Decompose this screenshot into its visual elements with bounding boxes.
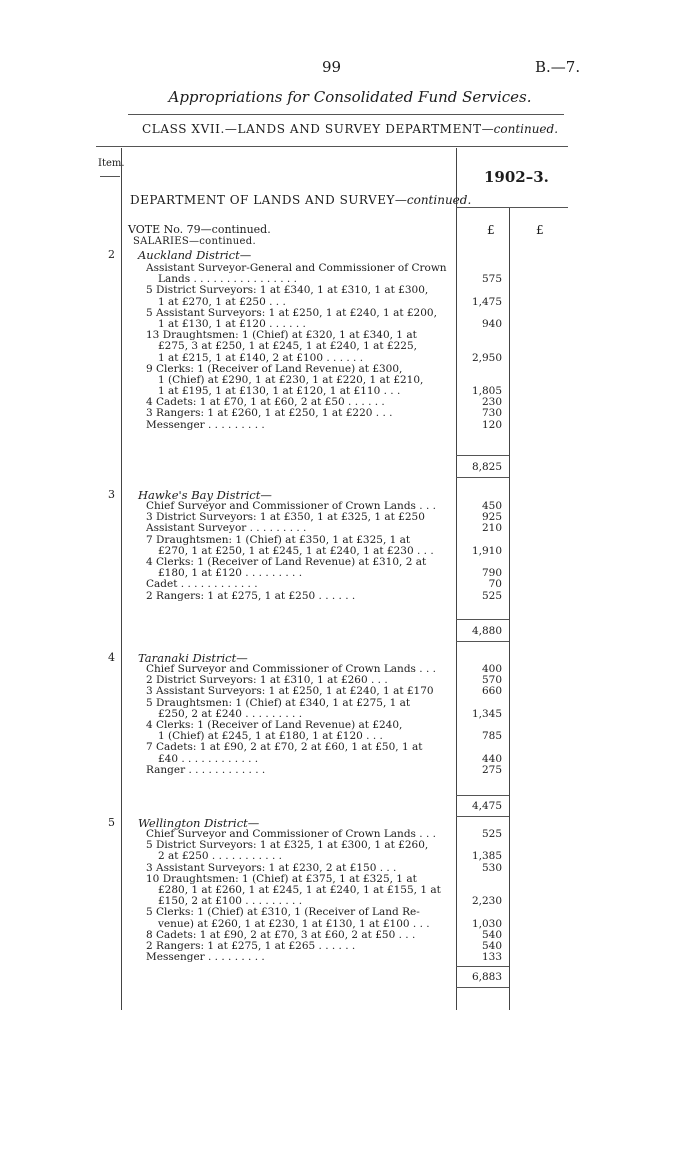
- salary-line: 1 (Chief) at £245, 1 at £180, 1 at £120 . . .: [158, 731, 383, 743]
- subtotal-rule: [456, 455, 509, 456]
- salary-line: 1 at £130, 1 at £120 . . . . . .: [158, 318, 306, 330]
- amount: 1,345: [471, 707, 502, 720]
- amount: [460, 364, 502, 375]
- amount: 1,385: [471, 850, 502, 863]
- salary-line: 3 Rangers: 1 at £260, 1 at £250, 1 at £220 . . .: [146, 408, 393, 420]
- salary-line: Ranger . . . . . . . . . . . .: [146, 764, 266, 776]
- salary-line: Assistant Surveyor . . . . . . . . .: [146, 523, 307, 535]
- amount: [460, 907, 502, 918]
- department-heading: [130, 193, 471, 207]
- salary-line: 3 District Surveyors: 1 at £350, 1 at £325, 1 at £250: [146, 512, 425, 524]
- district-total: 4,475: [471, 800, 502, 812]
- item-number: 4: [108, 651, 115, 664]
- amount: 790: [481, 567, 502, 580]
- amount: 1,030: [471, 917, 502, 930]
- district-line-list: [146, 829, 452, 963]
- page-title: Appropriations for Consolidated Fund Services.: [168, 88, 532, 106]
- salary-line: Chief Surveyor and Commissioner of Crown Lands . . .: [146, 501, 436, 512]
- item-number: 3: [108, 488, 115, 501]
- salary-line: £250, 2 at £240 . . . . . . . . .: [158, 708, 303, 720]
- amount: [460, 874, 502, 885]
- year-header-rule: [456, 207, 568, 208]
- district-heading: Hawke's Bay District—: [138, 488, 272, 502]
- salary-line: 1 at £215, 1 at £140, 2 at £100 . . . . . .: [158, 352, 364, 364]
- department-heading-suffix: —continued.: [394, 193, 472, 207]
- amount: 570: [481, 674, 502, 687]
- amount: 940: [481, 317, 502, 330]
- salary-line: 3 Assistant Surveyors: 1 at £230, 2 at £150 . . .: [146, 862, 397, 874]
- item-header-rule: [100, 176, 120, 177]
- salary-line: 1 at £195, 1 at £130, 1 at £120, 1 at £110 . . .: [158, 386, 401, 398]
- salary-line: Messenger . . . . . . . . .: [146, 419, 265, 431]
- salary-line: 10 Draughtsmen: 1 (Chief) at £375, 1 at £325, 1 at: [146, 873, 417, 885]
- district-line-list: [146, 263, 452, 431]
- salary-line: 7 Draughtsmen: 1 (Chief) at £350, 1 at £325, 1 at: [146, 534, 411, 546]
- district-line-list: [146, 501, 452, 602]
- amount: 730: [481, 407, 502, 420]
- salary-line: 4 Clerks: 1 (Receiver of Land Revenue) at £310, 2 at: [146, 556, 427, 568]
- amount: 1,910: [471, 544, 502, 557]
- year-header: 1902–3.: [484, 168, 549, 186]
- class-heading: [0, 122, 700, 136]
- subtotal-rule: [456, 966, 509, 967]
- salary-line: 1 at £270, 1 at £250 . . .: [158, 296, 286, 308]
- title-rule: [128, 114, 564, 115]
- salary-line: 7 Cadets: 1 at £90, 2 at £70, 2 at £60, 1 at £50, 1 at: [146, 742, 423, 754]
- total-rule: [456, 477, 509, 478]
- amount: 450: [481, 500, 502, 512]
- total-rule: [456, 987, 509, 988]
- amount: [460, 285, 502, 296]
- amount: 210: [481, 522, 502, 535]
- salary-line: 4 Cadets: 1 at £70, 1 at £60, 2 at £50 . . . . . .: [146, 397, 385, 409]
- district-total: 4,880: [471, 625, 502, 637]
- salary-line: £275, 3 at £250, 1 at £245, 1 at £240, 1 at £225,: [158, 341, 417, 353]
- amount-column-mid-rule: [509, 208, 510, 1010]
- item-column-header: Item.: [98, 158, 125, 169]
- total-rule: [456, 816, 509, 817]
- salary-line: £180, 1 at £120 . . . . . . . . .: [158, 568, 303, 580]
- amount: 133: [481, 951, 502, 964]
- vote-heading: VOTE No. 79—continued.: [128, 223, 271, 236]
- class-heading-suffix: —continued.: [481, 122, 559, 136]
- amount: 925: [481, 511, 502, 524]
- district-heading: Taranaki District—: [138, 651, 248, 665]
- currency-symbol-col1: £: [487, 223, 495, 237]
- salary-line: 5 Assistant Surveyors: 1 at £250, 1 at £240, 1 at £200,: [146, 307, 437, 319]
- item-number: 5: [108, 816, 115, 829]
- amount: 530: [481, 861, 502, 874]
- district-heading: Auckland District—: [138, 248, 252, 262]
- amount: 575: [481, 273, 502, 286]
- salaries-heading: SALARIES—continued.: [133, 236, 256, 247]
- district-amount-list: [460, 829, 502, 963]
- amount: 525: [481, 589, 502, 602]
- item-column-rule: [121, 148, 122, 1010]
- salary-line: £270, 1 at £250, 1 at £245, 1 at £240, 1 at £230 . . .: [158, 545, 434, 557]
- salary-line: 2 at £250 . . . . . . . . . . .: [158, 851, 282, 863]
- salary-line: £280, 1 at £260, 1 at £245, 1 at £240, 1 at £155, 1 at: [158, 884, 441, 896]
- salary-line: 2 Rangers: 1 at £275, 1 at £250 . . . . . .: [146, 590, 356, 602]
- salary-line: 3 Assistant Surveyors: 1 at £250, 1 at £240, 1 at £170: [146, 686, 434, 698]
- amount: 230: [481, 396, 502, 409]
- salary-line: Messenger . . . . . . . . .: [146, 952, 265, 964]
- salary-line: 5 Draughtsmen: 1 (Chief) at £340, 1 at £275, 1 at: [146, 697, 411, 709]
- amount: 2,230: [471, 895, 502, 908]
- amount: 525: [481, 828, 502, 840]
- salary-line: Lands . . . . . . . . . . . . . . . .: [158, 274, 297, 286]
- class-heading-text: CLASS XVII.—LANDS AND SURVEY DEPARTMENT: [141, 122, 482, 136]
- district-amount-list: [460, 664, 502, 776]
- district-amount-list: [460, 501, 502, 602]
- currency-symbol-col2: £: [536, 223, 544, 237]
- amount: 120: [481, 418, 502, 431]
- salary-line: 8 Cadets: 1 at £90, 2 at £70, 3 at £60, 2 at £50 . . .: [146, 929, 416, 941]
- table-top-rule: [96, 146, 568, 147]
- department-heading-text: DEPARTMENT OF LANDS AND SURVEY: [130, 193, 395, 207]
- salary-line: 5 District Surveyors: 1 at £325, 1 at £300, 1 at £260,: [146, 840, 429, 852]
- amount: [460, 330, 502, 341]
- subtotal-rule: [456, 795, 509, 796]
- total-rule: [456, 641, 509, 642]
- salary-line: £40 . . . . . . . . . . . .: [158, 753, 259, 765]
- salary-line: Chief Surveyor and Commissioner of Crown Lands . . .: [146, 664, 436, 675]
- item-number: 2: [108, 248, 115, 261]
- salary-line: Chief Surveyor and Commissioner of Crown Lands . . .: [146, 829, 436, 840]
- amount: 400: [481, 663, 502, 675]
- salary-line: 13 Draughtsmen: 1 (Chief) at £320, 1 at £340, 1 at: [146, 330, 417, 342]
- salary-line: Cadet . . . . . . . . . . . .: [146, 579, 258, 591]
- salary-line: 5 District Surveyors: 1 at £340, 1 at £310, 1 at £300,: [146, 285, 429, 297]
- amount: 785: [481, 730, 502, 743]
- salary-line: 9 Clerks: 1 (Receiver of Land Revenue) at £300,: [146, 363, 403, 375]
- amount: 540: [481, 928, 502, 941]
- salary-line: 5 Clerks: 1 (Chief) at £310, 1 (Receiver of Land Re-: [146, 907, 420, 919]
- amount: 1,475: [471, 295, 502, 308]
- district-total: 8,825: [471, 461, 502, 473]
- amount: 660: [481, 685, 502, 698]
- subtotal-rule: [456, 619, 509, 620]
- salary-line: Assistant Surveyor-General and Commissioner of Crown: [146, 263, 447, 274]
- salary-line: 4 Clerks: 1 (Receiver of Land Revenue) at £240,: [146, 719, 403, 731]
- amount: 2,950: [471, 351, 502, 364]
- district-total: 6,883: [471, 971, 502, 983]
- salary-line: venue) at £260, 1 at £230, 1 at £130, 1 at £100 . . .: [158, 918, 430, 930]
- district-amount-list: [460, 263, 502, 431]
- salary-line: 1 (Chief) at £290, 1 at £230, 1 at £220, 1 at £210,: [158, 374, 424, 386]
- salary-line: 2 District Surveyors: 1 at £310, 1 at £260 . . .: [146, 675, 388, 687]
- amount: [460, 341, 502, 352]
- salary-line: 2 Rangers: 1 at £275, 1 at £265 . . . . . .: [146, 940, 356, 952]
- document-reference: B.—7.: [535, 58, 581, 76]
- district-line-list: [146, 664, 452, 776]
- amount: 540: [481, 939, 502, 952]
- amount: 70: [488, 578, 502, 591]
- amount: [460, 742, 502, 753]
- page-number: 99: [322, 58, 342, 76]
- district-heading: Wellington District—: [138, 816, 260, 830]
- amount: 275: [481, 763, 502, 776]
- salary-line: £150, 2 at £100 . . . . . . . . .: [158, 896, 303, 908]
- amount-column-left-rule: [456, 148, 457, 1010]
- amount: 1,805: [471, 385, 502, 398]
- amount: 440: [481, 752, 502, 765]
